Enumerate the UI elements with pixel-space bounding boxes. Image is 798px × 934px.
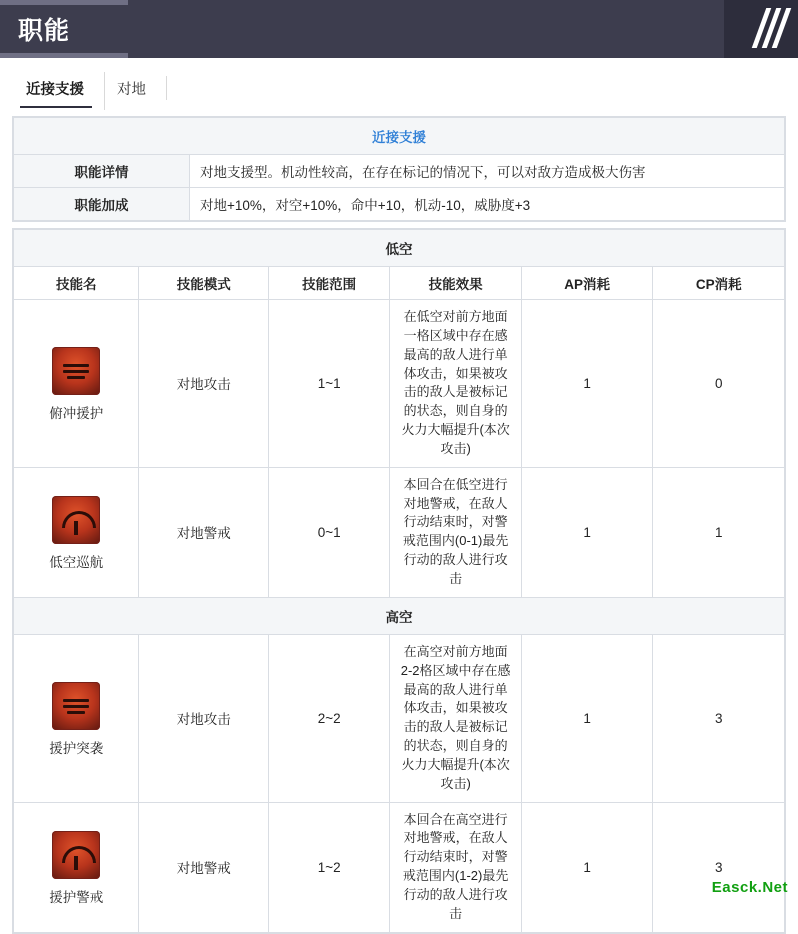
skill-name-cell xyxy=(14,300,139,468)
column-header-ap-cost: AP消耗 xyxy=(521,267,653,300)
skill-name-label: 低空巡航 xyxy=(49,554,104,570)
header-accent-bottom xyxy=(0,53,128,58)
dive-support-icon xyxy=(52,347,100,395)
job-info-panel xyxy=(12,116,786,222)
skill-name-cell xyxy=(14,802,139,932)
job-info-caption: 近接支援 xyxy=(14,118,785,155)
skill-effect-cell: 在低空对前方地面一格区域中存在感最高的敌人进行单体攻击，如果被攻击的敌人是被标记的状态，则自身的火力大幅提升(本次攻击) xyxy=(390,300,522,468)
skill-mode-cell: 对地攻击 xyxy=(139,300,269,468)
low-altitude-patrol-icon xyxy=(52,496,100,544)
table-row xyxy=(14,155,785,188)
skill-name-label: 俯冲援护 xyxy=(49,405,104,421)
tab-close-support[interactable]: 近接支援 xyxy=(14,72,100,110)
table-row xyxy=(14,634,785,802)
column-header-skill-name: 技能名 xyxy=(14,267,139,300)
skill-range-cell: 0~1 xyxy=(268,467,389,597)
job-info-table xyxy=(13,117,785,221)
skill-effect-cell: 在高空对前方地面2-2格区域中存在感最高的敌人进行单体攻击，如果被攻击的敌人是被标记的状态，则自身的火力大幅提升(本次攻击) xyxy=(390,634,522,802)
tab-divider xyxy=(166,76,167,100)
skill-ap-cell: 1 xyxy=(521,300,653,468)
site-watermark: Easck.Net xyxy=(711,879,788,896)
support-alert-icon xyxy=(52,831,100,879)
skill-range-cell: 2~2 xyxy=(268,634,389,802)
column-header-skill-effect: 技能效果 xyxy=(390,267,522,300)
skill-table xyxy=(13,229,785,933)
skill-table-header-row xyxy=(14,267,785,300)
table-row xyxy=(14,300,785,468)
page-title: 职能 xyxy=(18,17,71,45)
skill-range-cell: 1~2 xyxy=(268,802,389,932)
table-row xyxy=(14,467,785,597)
column-header-skill-mode: 技能模式 xyxy=(139,267,269,300)
skill-ap-cell: 1 xyxy=(521,634,653,802)
skill-mode-cell: 对地警戒 xyxy=(139,467,269,597)
skill-effect-cell: 本回合在高空进行对地警戒，在敌人行动结束时，对警戒范围内(1-2)最先行动的敌人进行攻击 xyxy=(390,802,522,932)
job-detail-label: 职能详情 xyxy=(14,155,190,188)
tab-ground[interactable]: 对地 xyxy=(104,72,162,110)
job-bonus-label: 职能加成 xyxy=(14,188,190,221)
skill-ap-cell: 1 xyxy=(521,802,653,932)
skill-name-label: 援护警戒 xyxy=(49,889,104,905)
skill-cp-cell: 0 xyxy=(653,300,785,468)
tab-bar xyxy=(0,58,798,110)
skill-cp-cell: 3 xyxy=(653,802,785,932)
page-header xyxy=(0,0,798,58)
skill-mode-cell: 对地攻击 xyxy=(139,634,269,802)
table-row xyxy=(14,802,785,932)
skill-group-title: 高空 xyxy=(14,597,785,634)
skill-mode-cell: 对地警戒 xyxy=(139,802,269,932)
job-detail-value: 对地支援型。机动性较高，在存在标记的情况下，可以对敌方造成极大伤害 xyxy=(190,155,785,188)
job-bonus-value: 对地+10%，对空+10%，命中+10，机动-10，威胁度+3 xyxy=(190,188,785,221)
skill-effect-cell: 本回合在低空进行对地警戒，在敌人行动结束时，对警戒范围内(0-1)最先行动的敌人进行攻击 xyxy=(390,467,522,597)
skill-panel xyxy=(12,228,786,934)
skill-cp-cell: 1 xyxy=(653,467,785,597)
slash-decoration-icon xyxy=(759,8,784,48)
column-header-skill-range: 技能范围 xyxy=(268,267,389,300)
skill-group-header-low xyxy=(14,230,785,267)
table-row xyxy=(14,188,785,221)
skill-name-label: 援护突袭 xyxy=(49,740,104,756)
table-row xyxy=(14,118,785,155)
skill-name-cell xyxy=(14,634,139,802)
skill-group-header-high xyxy=(14,597,785,634)
skill-name-cell xyxy=(14,467,139,597)
skill-ap-cell: 1 xyxy=(521,467,653,597)
skill-group-title: 低空 xyxy=(14,230,785,267)
skill-cp-cell: 3 xyxy=(653,634,785,802)
header-accent-top xyxy=(0,0,128,5)
skill-range-cell: 1~1 xyxy=(268,300,389,468)
support-assault-icon xyxy=(52,682,100,730)
column-header-cp-cost: CP消耗 xyxy=(653,267,785,300)
